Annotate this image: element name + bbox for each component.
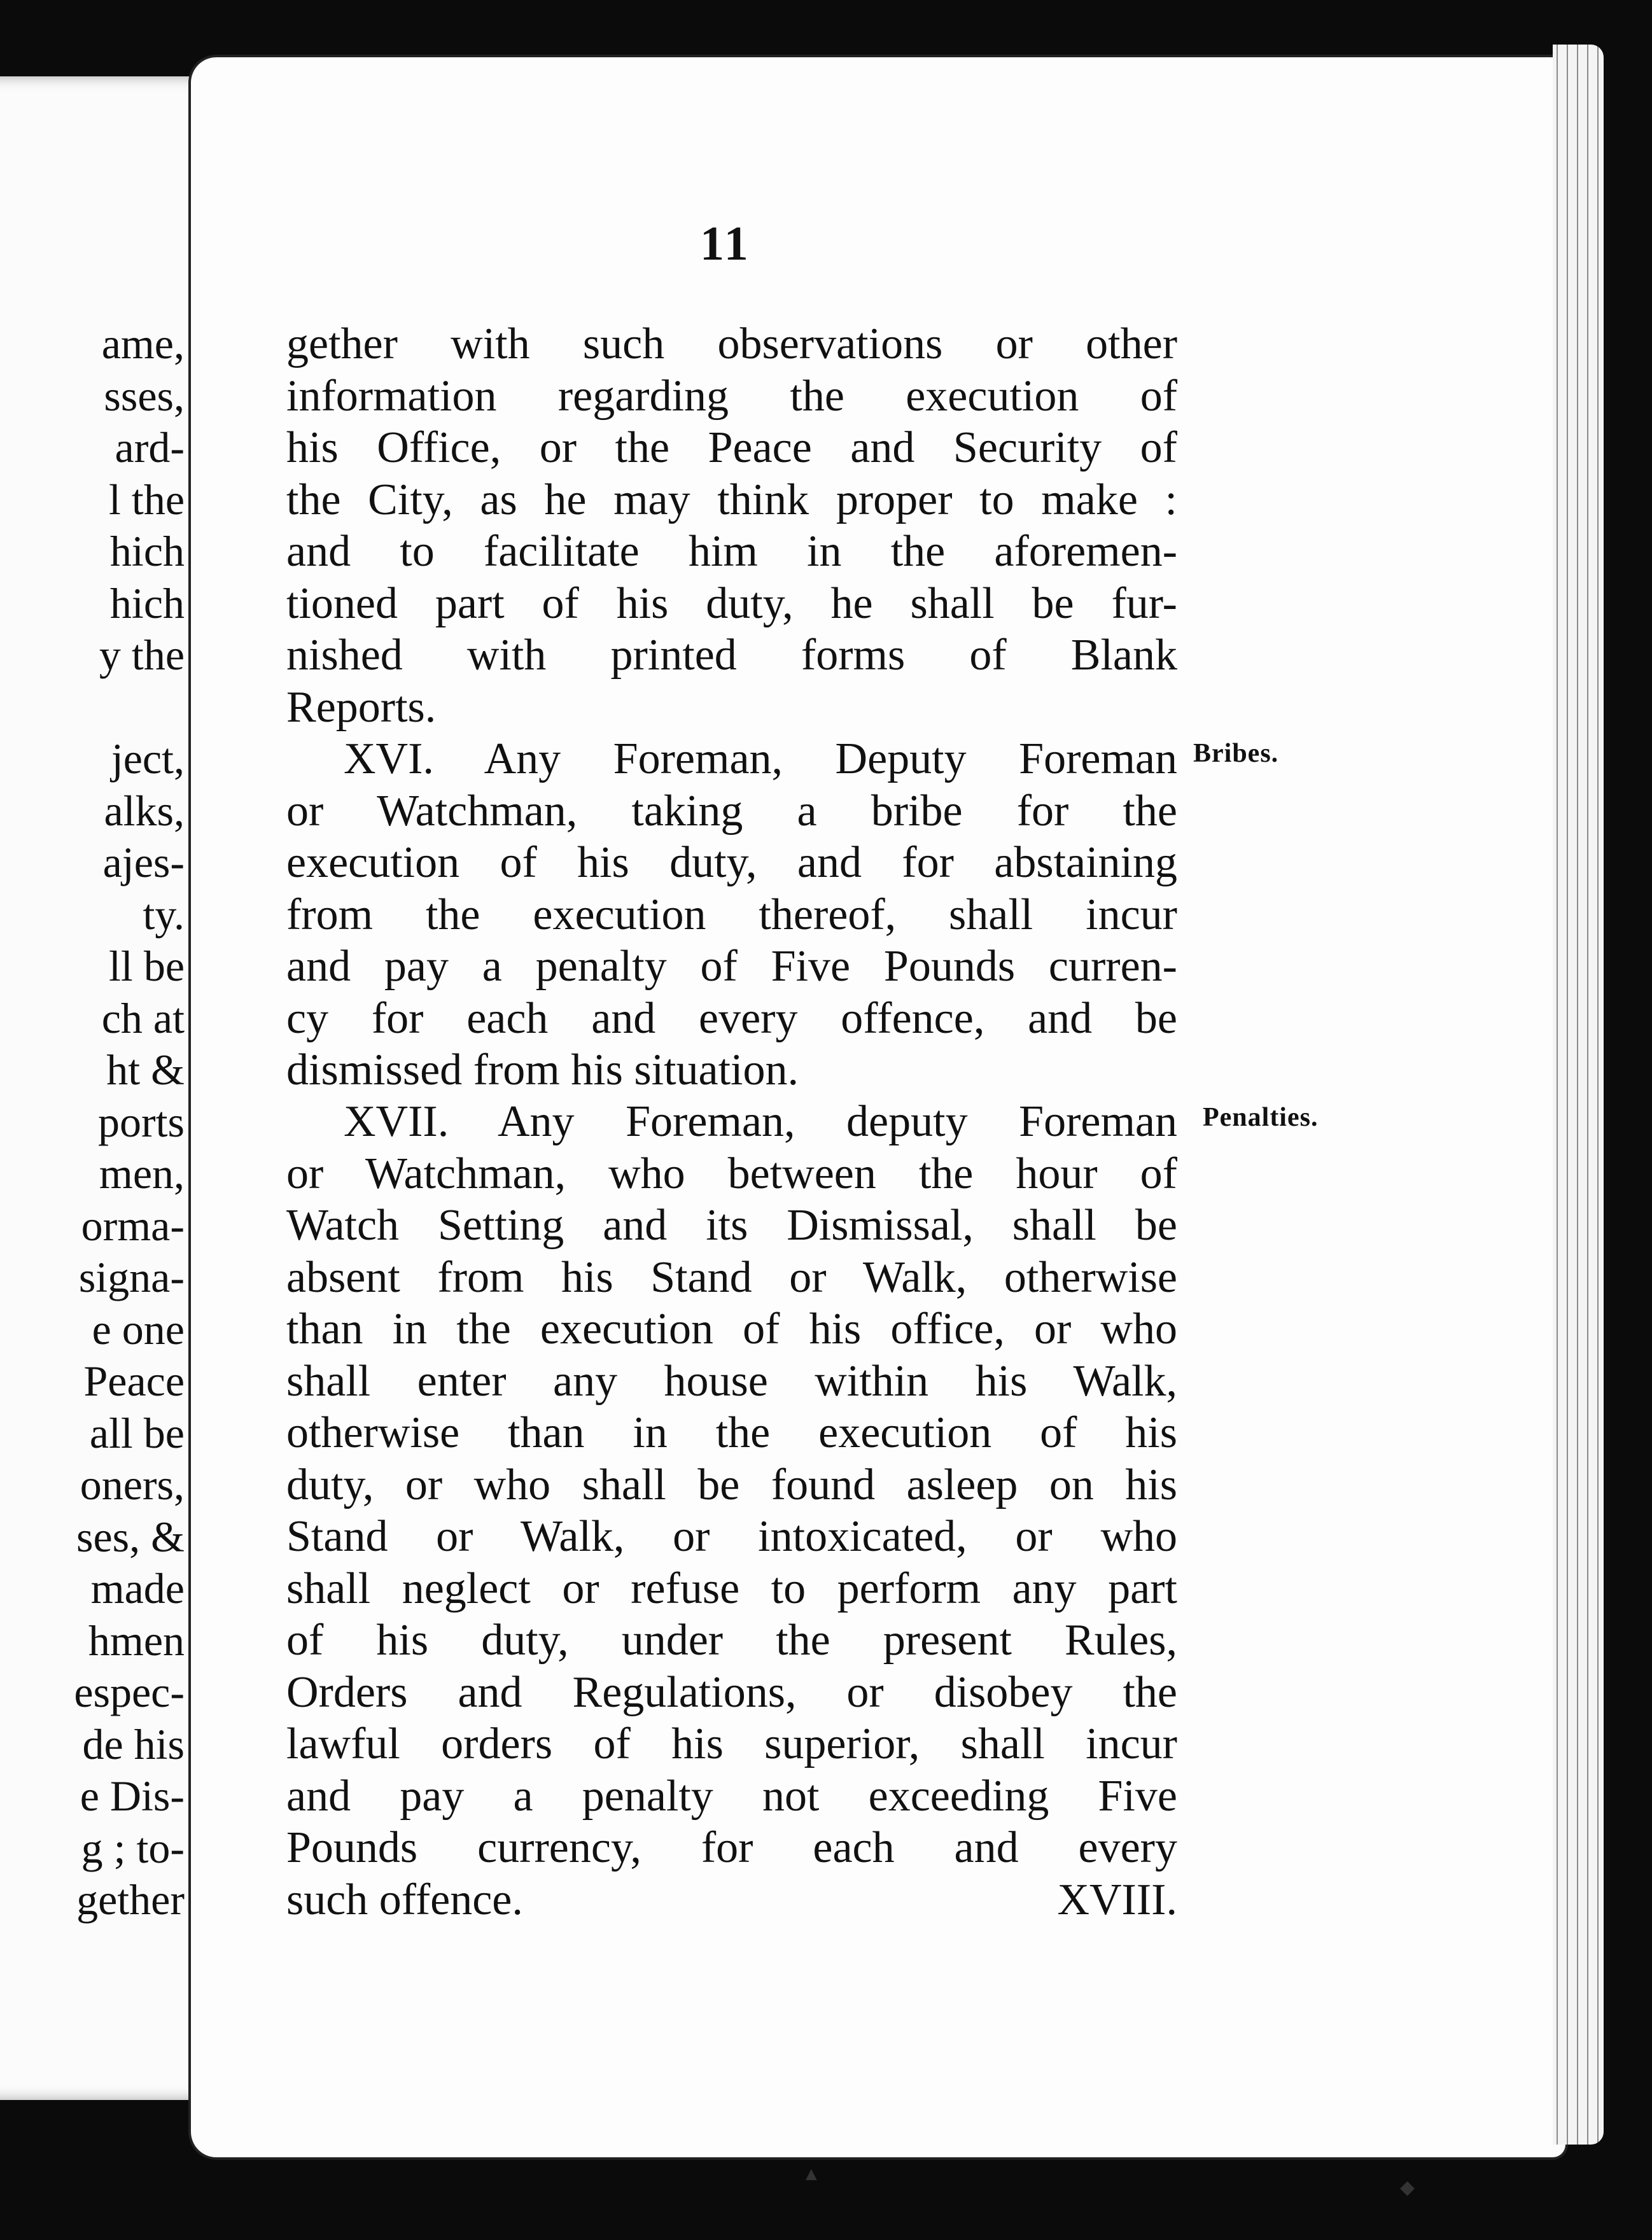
text-line: absent from his Stand or Walk, otherwise bbox=[286, 1252, 1177, 1302]
catchword: XVIII. bbox=[1057, 1875, 1177, 1924]
left-fragment: gether bbox=[76, 1875, 185, 1924]
text-line: Orders and Regulations, or disobey the bbox=[286, 1667, 1177, 1717]
left-fragment: ject, bbox=[111, 734, 185, 783]
text-line: execution of his duty, and for abstaining bbox=[286, 838, 1177, 887]
text-line: Reports. bbox=[286, 682, 437, 732]
text-line: than in the execution of his office, or who bbox=[286, 1305, 1177, 1354]
scan-speck: ▲ bbox=[802, 2164, 821, 2185]
left-fragment: ports bbox=[98, 1097, 185, 1146]
margin-note-penalties: Penalties. bbox=[1203, 1103, 1319, 1132]
text-line: or Watchman, taking a bribe for the bbox=[286, 786, 1177, 836]
section-heading-line: XVII. Any Foreman, deputy Foreman bbox=[344, 1097, 1177, 1146]
text-line: and pay a penalty of Five Pounds curren- bbox=[286, 942, 1177, 991]
text-line: of his duty, under the present Rules, bbox=[286, 1616, 1177, 1665]
left-fragment: y the bbox=[99, 631, 185, 679]
left-fragment: l the bbox=[109, 475, 185, 524]
left-fragment: ht & bbox=[106, 1046, 185, 1094]
scan-speck: ◆ bbox=[1400, 2177, 1415, 2198]
text-line: shall enter any house within his Walk, bbox=[286, 1356, 1177, 1406]
section-heading-line: XVI. Any Foreman, Deputy Foreman bbox=[344, 734, 1177, 783]
section-xvi bbox=[286, 733, 1177, 1096]
page-edge bbox=[1553, 45, 1604, 2145]
left-fragment: all be bbox=[89, 1408, 185, 1457]
text-line: the City, as he may think proper to make : bbox=[286, 475, 1177, 524]
text-line: Pounds currency, for each and every bbox=[286, 1823, 1177, 1872]
left-fragment: oners, bbox=[80, 1460, 185, 1509]
last-line-text: such offence. bbox=[286, 1875, 523, 1924]
text-line: gether with such observations or other bbox=[286, 319, 1177, 368]
text-line: and to facilitate him in the aforemen- bbox=[286, 527, 1177, 576]
left-fragment: ch at bbox=[101, 993, 185, 1042]
left-fragment: espec- bbox=[74, 1668, 185, 1716]
text-line: cy for each and every offence, and be bbox=[286, 993, 1177, 1043]
left-fragment: ty. bbox=[143, 890, 185, 939]
left-fragment: made bbox=[90, 1564, 185, 1613]
page-number: 11 bbox=[700, 217, 751, 270]
left-page-text bbox=[0, 318, 185, 1926]
left-fragment: ame, bbox=[101, 319, 185, 368]
left-fragment: hmen bbox=[88, 1616, 185, 1665]
left-fragment: hich bbox=[109, 527, 185, 575]
text-line bbox=[286, 1874, 1177, 1926]
margin-note-bribes: Bribes. bbox=[1193, 739, 1279, 768]
text-line: and pay a penalty not exceeding Five bbox=[286, 1771, 1177, 1821]
text-line: duty, or who shall be found asleep on his bbox=[286, 1460, 1177, 1509]
section-xvii bbox=[286, 1096, 1177, 1926]
left-fragment: orma- bbox=[81, 1201, 185, 1250]
paragraph-continuation bbox=[286, 318, 1177, 733]
left-fragment: alks, bbox=[104, 786, 185, 835]
left-gap bbox=[0, 682, 185, 734]
text-line: from the execution thereof, shall incur bbox=[286, 890, 1177, 939]
left-fragment: e Dis- bbox=[80, 1772, 185, 1820]
text-line: tioned part of his duty, he shall be fur- bbox=[286, 578, 1177, 628]
text-line: or Watchman, who between the hour of bbox=[286, 1149, 1177, 1198]
left-fragment: men, bbox=[99, 1149, 185, 1198]
text-line: nished with printed forms of Blank bbox=[286, 631, 1177, 680]
text-line: lawful orders of his superior, shall incur bbox=[286, 1719, 1177, 1768]
left-fragment: e one bbox=[92, 1305, 185, 1354]
text-line: dismissed from his situation. bbox=[286, 1046, 799, 1095]
text-line: Stand or Walk, or intoxicated, or who bbox=[286, 1512, 1177, 1561]
text-line: information regarding the execution of bbox=[286, 371, 1177, 421]
left-fragment: ard- bbox=[115, 423, 185, 472]
left-fragment: Peace bbox=[83, 1357, 185, 1405]
text-line: otherwise than in the execution of his bbox=[286, 1408, 1177, 1457]
left-fragment: hich bbox=[109, 578, 185, 627]
text-line: shall neglect or refuse to perform any part bbox=[286, 1564, 1177, 1613]
left-fragment: de his bbox=[82, 1719, 185, 1768]
left-fragment: sses, bbox=[104, 371, 185, 420]
text-line: his Office, or the Peace and Security of bbox=[286, 423, 1177, 472]
left-fragment: ajes- bbox=[102, 838, 185, 886]
left-fragment: ses, & bbox=[76, 1512, 185, 1561]
left-fragment: signa- bbox=[78, 1253, 185, 1301]
left-fragment: ll be bbox=[109, 942, 185, 990]
left-fragment: g ; to- bbox=[81, 1823, 185, 1872]
text-line: Watch Setting and its Dismissal, shall be bbox=[286, 1201, 1177, 1250]
